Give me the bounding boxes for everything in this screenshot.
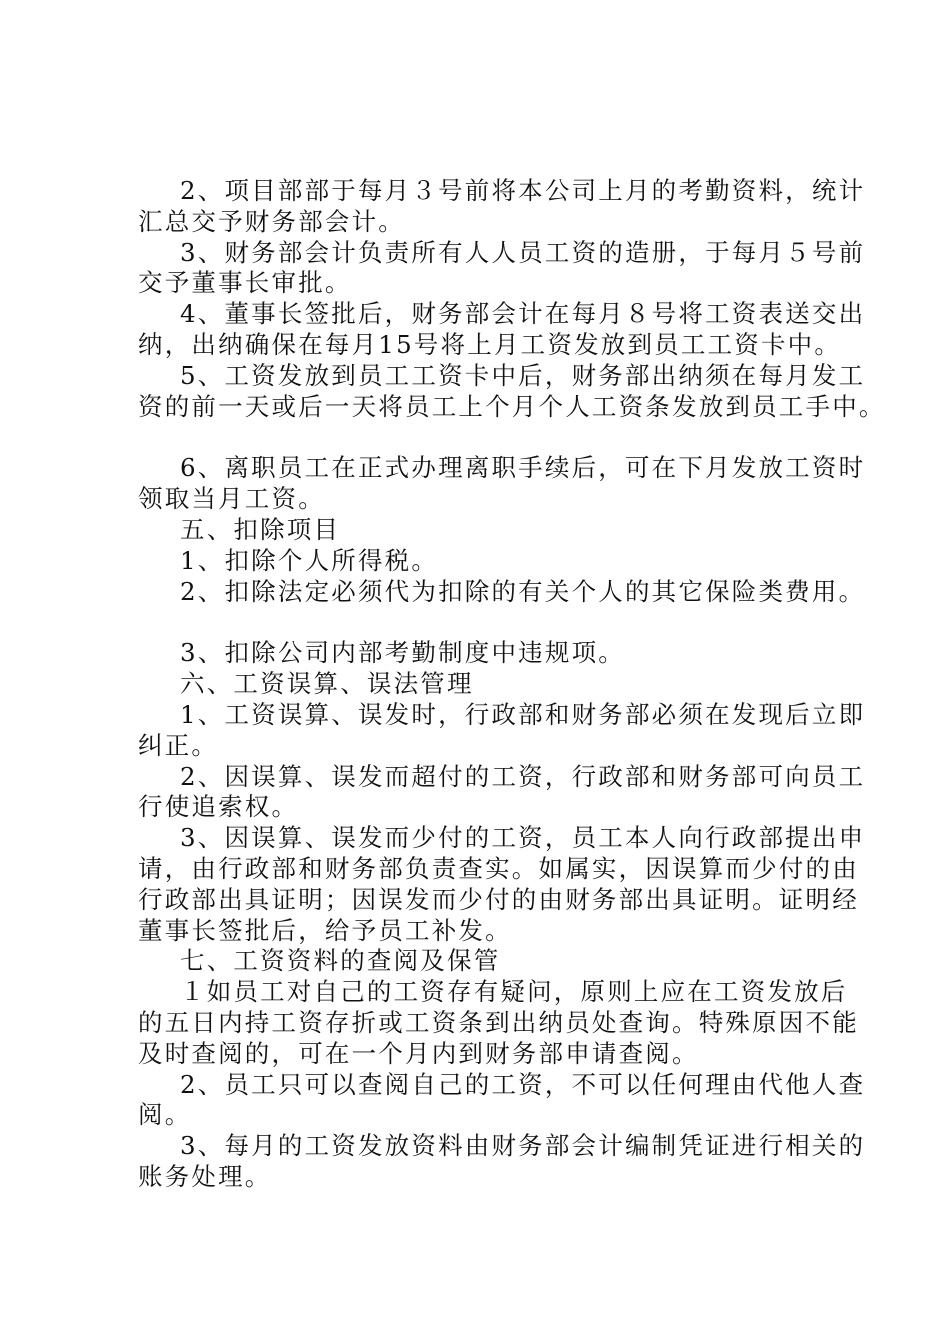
paragraph-line: 2、扣除法定必须代为扣除的有关个人的其它保险类费用。 [180, 576, 866, 606]
paragraph-line: 交予董事长审批。 [138, 268, 352, 298]
paragraph-line: 1、工资误算、误发时，行政部和财务部必须在发现后立即 [180, 699, 866, 729]
paragraph-line: 及时查阅的，可在一个月内到财务部申请查阅。 [138, 1038, 699, 1068]
paragraph-line: 账务处理。 [138, 1161, 272, 1191]
section-heading: 七、工资资料的查阅及保管 [180, 946, 501, 976]
paragraph-line: 5、工资发放到员工工资卡中后，财务部出纳须在每月发工 [180, 360, 866, 390]
paragraph-line: 汇总交予财务部会计。 [138, 206, 405, 236]
paragraph-line: 2、因误算、误发而超付的工资，行政部和财务部可向员工 [180, 761, 866, 791]
paragraph-line: 纳，出纳确保在每月15号将上月工资发放到员工工资卡中。 [138, 329, 842, 359]
paragraph-line: 1、扣除个人所得税。 [180, 545, 439, 575]
paragraph-line: 的五日内持工资存折或工资条到出纳员处查询。特殊原因不能 [138, 1007, 859, 1037]
paragraph-line: 3、因误算、误发而少付的工资，员工本人向行政部提出申 [180, 823, 866, 853]
paragraph-line: 3、每月的工资发放资料由财务部会计编制凭证进行相关的 [180, 1131, 866, 1161]
paragraph-line: 2、项目部部于每月３号前将本公司上月的考勤资料，统计 [180, 176, 866, 205]
paragraph-line: 4、董事长签批后，财务部会计在每月８号将工资表送交出 [180, 299, 866, 329]
paragraph-line: 2、员工只可以查阅自己的工资，不可以任何理由代他人查 [180, 1069, 866, 1099]
section-heading: 六、工资误算、误法管理 [180, 669, 474, 699]
paragraph-line: １如员工对自己的工资存有疑问，原则上应在工资发放后 [180, 977, 848, 1007]
paragraph-line: 资的前一天或后一天将员工上个月个人工资条发放到员工手中。 [138, 391, 886, 421]
document-body [138, 176, 886, 1193]
paragraph-line: 行使追索权。 [138, 792, 299, 822]
paragraph-line: 纠正。 [138, 730, 219, 760]
paragraph-line: 领取当月工资。 [138, 484, 325, 514]
paragraph-line: 董事长签批后，给予员工补发。 [138, 915, 512, 945]
paragraph-line: 请，由行政部和财务部负责查实。如属实，因误算而少付的由 [138, 853, 859, 883]
paragraph-line: 3、财务部会计负责所有人人员工资的造册，于每月５号前 [180, 237, 866, 267]
section-heading: 五、扣除项目 [180, 514, 341, 544]
paragraph-line: 阅。 [138, 1100, 192, 1130]
paragraph-line: 行政部出具证明；因误发而少付的由财务部出具证明。证明经 [138, 884, 859, 914]
paragraph-line: 3、扣除公司内部考勤制度中违规项。 [180, 638, 625, 668]
paragraph-line: 6、离职员工在正式办理离职手续后，可在下月发放工资时 [180, 453, 866, 483]
